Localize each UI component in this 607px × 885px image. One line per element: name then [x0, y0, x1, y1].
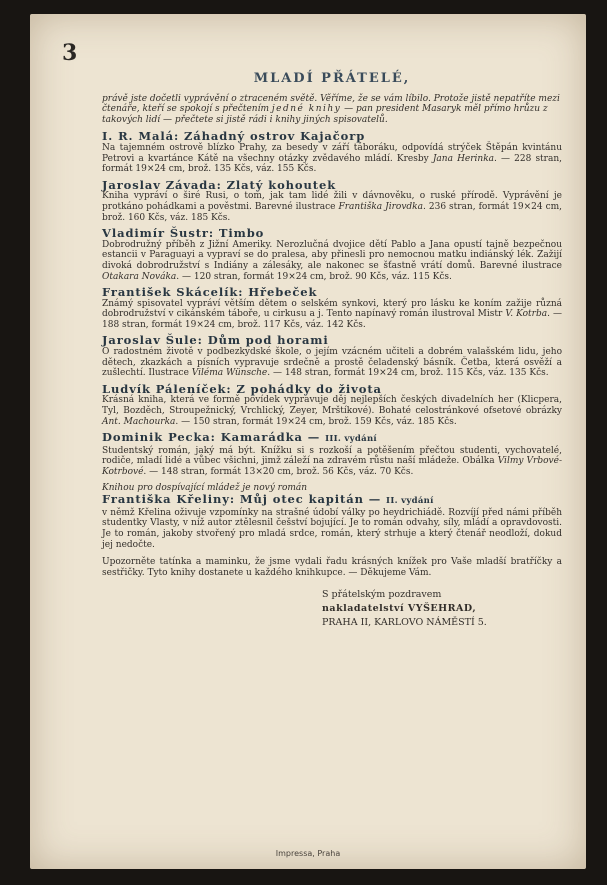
- book-entry: [102, 494, 562, 550]
- book-heading: František Skácelík: Hřebeček: [102, 285, 318, 300]
- book-entry: [102, 131, 562, 174]
- publisher-address: PRAHA II, KARLOVO NÁMĚSTÍ 5.: [322, 617, 487, 629]
- book-description: Známý spisovatel vypráví větším dětem o selském synkovi, který pro lásku ke koním zažije různá dobrodružství v cikánském táboře, u cirkusu a j. Tento napínavý román ilustroval Mistr V. Kotrba. — 188 stran, formát 19×24 cm, brož. 117 Kčs, váz. 142 Kčs.: [102, 298, 562, 330]
- book-heading: I. R. Malá: Záhadný ostrov Kajačorp: [102, 129, 366, 144]
- book-entry: [102, 177, 563, 223]
- page-title: MLADÍ PŘÁTELÉ,: [253, 71, 411, 86]
- corner-mark: 3: [62, 40, 78, 66]
- book-entry: [102, 287, 562, 330]
- book-description: Studentský román, jaký má být. Knížku si s rozkoší a potěšením přečtou studenti, vychovatelé, rodiče, mladí lidé a vůbec všichni, jimž záleží na zdravém růstu naší mládeže. Obálka Vilmy Vrbové-Kotrbové. — 148 stran, formát 13×20 cm, brož. 56 Kčs, váz. 70 Kčs.: [102, 445, 562, 477]
- book-entry: [102, 381, 562, 427]
- book-entry: [102, 432, 562, 477]
- book-heading: Františka Křeliny: Můj otec kapitán — II. vydání: [102, 492, 434, 507]
- book-entry: [102, 228, 562, 282]
- edition-label: III. vydání: [325, 434, 377, 445]
- catalog-text: [102, 71, 563, 630]
- book-heading: Dominik Pecka: Kamarádka — III. vydání: [102, 430, 377, 445]
- book-description: Kniha vypráví o širé Rusi, o tom, jak tam lidé žili v dávnověku, o ruské přírodě. Vyprávění je protkáno pohádkami a pověstmi. Barevné ilustrace Františka Jirovdka. 236 stran, formát 19×24 cm, brož. 160 Kčs, váz. 185 Kčs.: [102, 191, 563, 223]
- book-description: O radostném životě v podbezkydské škole, o jejím vzácném učiteli a dobrém valašském lidu, jeho dětech, zkazkách a písních vypravuje srdečně a prostě čeladenský básník. Četba, která osvěží a zušlechtí. Ilustrace Viléma Wünsche. — 148 stran, formát 19×24 cm, brož. 115 Kčs, váz. 135 Kčs.: [102, 347, 562, 379]
- book-back-cover: [30, 14, 586, 869]
- book-heading: Jaroslav Šule: Dům pod horami: [102, 333, 329, 348]
- book-description: v němž Křelina oživuje vzpomínky na strašné údobí války po heydrichiádě. Rozvíjí před námi příběh studentky Vlasty, v níž autor ztělesnil češství bojující. Je to román odvahy, síly, mládí a opravdovosti. Je to román, jakoby stvořený pro mladá srdce, román, který strhuje a který čtenář neodloží, dokud jej nedočte.: [102, 507, 562, 550]
- publisher-name: nakladatelství VYŠEHRAD,: [322, 603, 477, 615]
- section-label: Knihou pro dospívající mládež je nový román: [102, 482, 308, 493]
- book-description: Dobrodružný příběh z Jižní Ameriky. Nerozlučná dvojice dětí Pablo a Jana opustí tajně bezpečnou estancii v Paraguayi a vypraví se do pralesa, aby přinesli pro nemocnou matku indiánský lék. Zažijí divoká dobrodružství s Indiány a zálesáky, ale nakonec se šťastně vrátí domů. Barevné ilustrace Otakara Nováka. — 120 stran, formát 19×24 cm, brož. 90 Kčs, váz. 115 Kčs.: [102, 239, 562, 282]
- printer-imprint: Impressa, Praha: [275, 849, 341, 858]
- signature-block: [322, 588, 562, 630]
- closing-note: Upozorněte tatínka a maminku, že jsme vydali řadu krásných knížek pro Vaše mladší bratříčky a sestřičky. Tyto knihy dostanete u každého knihkupce. — Děkujeme Vám.: [102, 557, 562, 578]
- book-heading: Vladimír Šustr: Timbo: [102, 226, 265, 241]
- greeting: S přátelským pozdravem: [322, 589, 442, 601]
- book-description: Na tajemném ostrově blízko Prahy, za besedy v září táboráku, odpovídá strýček Štěpán kvintánu Petrovi a kvartánce Kátě na všechny otázky zvědavého mládí. Kresby Jana Herinka. — 228 stran, formát 19×24 cm, brož. 135 Kčs, váz. 155 Kčs.: [102, 142, 563, 175]
- edition-label: II. vydání: [386, 496, 434, 507]
- book-entry: [102, 335, 562, 378]
- intro-paragraph: právě jste dočetli vyprávění o ztraceném světě. Věříme, že se vám líbilo. Protože jistě nepatříte mezi čtenáře, kteří se spokojí s přečtením jedné knihy — pan president Masaryk měl přímo hrůzu z takových lidí — přečtete si jistě rádi i knihy jiných spisovatelů.: [102, 93, 560, 125]
- book-description: Krásná kniha, která ve formě povídek vypravuje děj nejlepších českých divadelních her (Klicpera, Tyl, Bozděch, Stroupežnický, Vrchlický, Zeyer, Mrštíkové). Bohaté celostránkové ofsetové obrázky Ant. Machourka. — 150 stran, formát 19×24 cm, brož. 159 Kčs, váz. 185 Kčs.: [102, 395, 562, 427]
- book-heading: Jaroslav Závada: Zlatý kohoutek: [102, 177, 337, 192]
- book-heading: Ludvík Páleníček: Z pohádky do života: [102, 381, 382, 396]
